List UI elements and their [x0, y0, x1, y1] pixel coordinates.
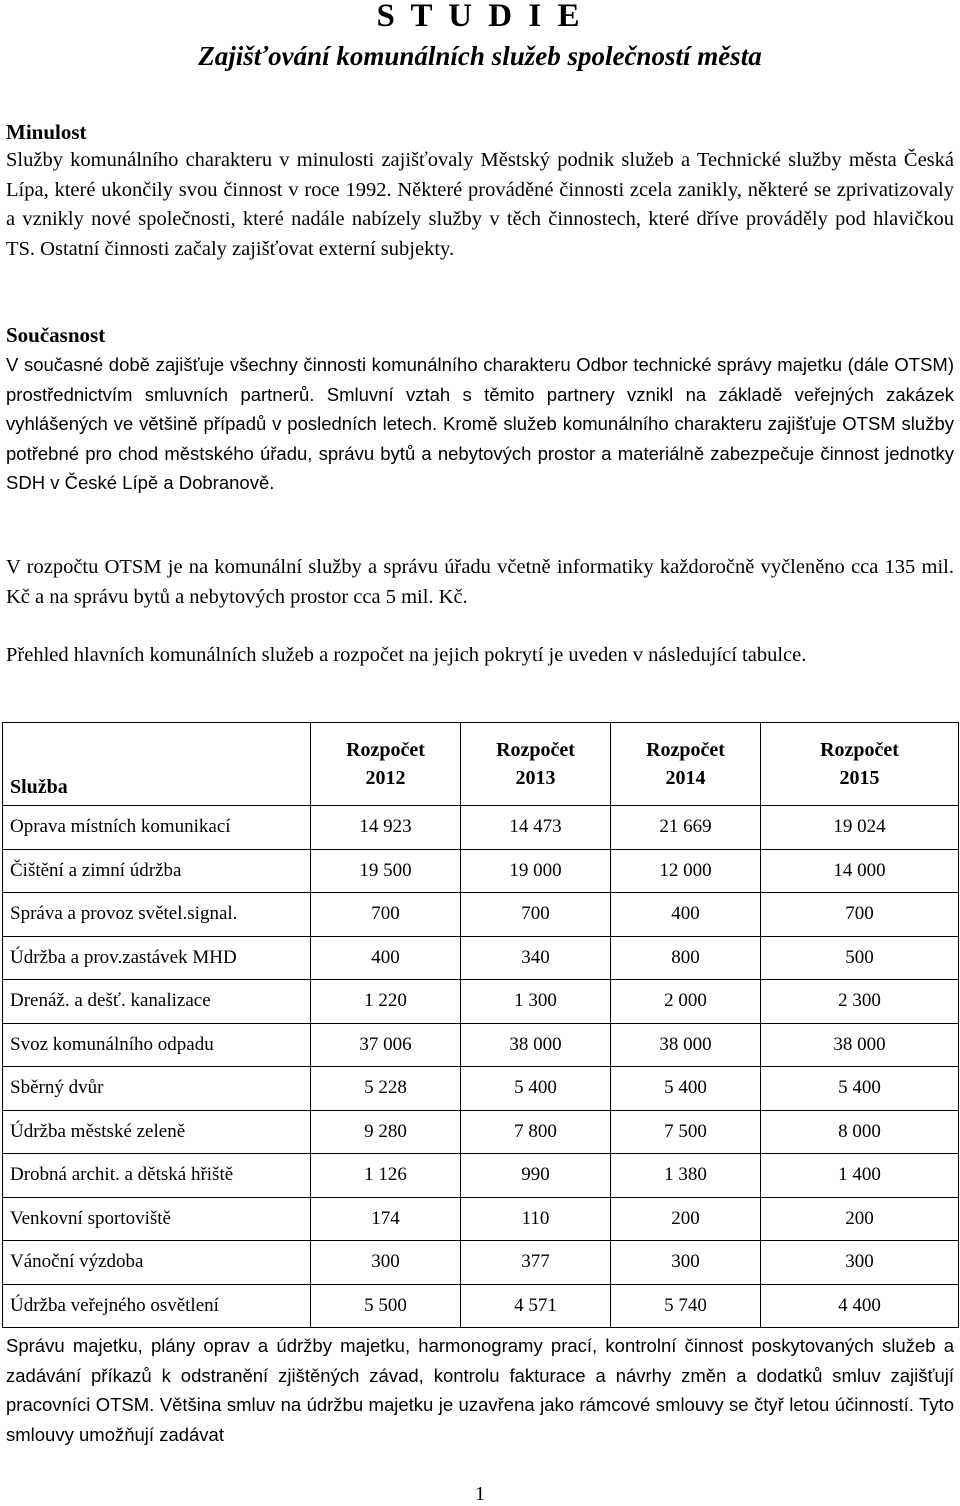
service-name-cell: Správa a provoz světel.signal. [3, 893, 311, 937]
table-row [3, 1110, 959, 1154]
budget-value-cell: 110 [461, 1197, 611, 1241]
table-row [3, 936, 959, 980]
budget-value-cell: 990 [461, 1154, 611, 1198]
section-heading-past: Minulost [6, 120, 87, 144]
section-heading-present: Současnost [6, 323, 106, 347]
budget-value-cell: 1 400 [761, 1154, 959, 1198]
budget-value-cell: 340 [461, 936, 611, 980]
budget-value-cell: 38 000 [611, 1023, 761, 1067]
service-name-cell: Venkovní sportoviště [3, 1197, 311, 1241]
table-row [3, 1284, 959, 1328]
budget-value-cell: 5 500 [311, 1284, 461, 1328]
header-service: Služba [3, 723, 311, 806]
budget-value-cell: 5 400 [761, 1067, 959, 1111]
budget-value-cell: 400 [611, 893, 761, 937]
budget-value-cell: 1 126 [311, 1154, 461, 1198]
budget-value-cell: 174 [311, 1197, 461, 1241]
budget-value-cell: 8 000 [761, 1110, 959, 1154]
service-name-cell: Oprava místních komunikací [3, 806, 311, 850]
budget-value-cell: 2 000 [611, 980, 761, 1024]
budget-value-cell: 7 500 [611, 1110, 761, 1154]
budget-value-cell: 400 [311, 936, 461, 980]
budget-value-cell: 700 [311, 893, 461, 937]
paragraph-overview: Přehled hlavních komunálních služeb a rozpočet na jejich pokrytí je uveden v následující tabulce. [6, 644, 807, 666]
budget-table [2, 722, 959, 1328]
service-name-cell: Svoz komunálního odpadu [3, 1023, 311, 1067]
budget-value-cell: 9 280 [311, 1110, 461, 1154]
budget-value-cell: 800 [611, 936, 761, 980]
budget-value-cell: 1 300 [461, 980, 611, 1024]
budget-value-cell: 300 [611, 1241, 761, 1285]
budget-value-cell: 19 000 [461, 849, 611, 893]
paragraph-closing: Správu majetku, plány oprav a údržby majetku, harmonogramy prací, kontrolní činnost poskytovaných služeb a zadávání příkazů k odstranění zjištěných závad, kontrolu fakturace a návrhy změn a dodatků smluv zajišťují pracovníci OTSM. Většina smluv na údržbu majetku je uzavřena jako rámcové smlouvy se čtyř letou účinností. Tyto smlouvy umožňují zadávat [6, 1335, 954, 1445]
service-name-cell: Údržba veřejného osvětlení [3, 1284, 311, 1328]
table-header-row [3, 723, 959, 806]
service-name-cell: Sběrný dvůr [3, 1067, 311, 1111]
service-name-cell: Údržba městské zeleně [3, 1110, 311, 1154]
budget-value-cell: 14 923 [311, 806, 461, 850]
table-row [3, 1241, 959, 1285]
service-name-cell: Vánoční výzdoba [3, 1241, 311, 1285]
budget-value-cell: 5 740 [611, 1284, 761, 1328]
table-row [3, 806, 959, 850]
budget-value-cell: 4 571 [461, 1284, 611, 1328]
budget-value-cell: 14 473 [461, 806, 611, 850]
page-number: 1 [475, 1483, 485, 1505]
table-row [3, 849, 959, 893]
table-row [3, 1197, 959, 1241]
budget-value-cell: 1 220 [311, 980, 461, 1024]
budget-value-cell: 500 [761, 936, 959, 980]
paragraph-budget: V rozpočtu OTSM je na komunální služby a správu úřadu včetně informatiky každoročně vyčleněno cca 135 mil. Kč a na správu bytů a nebytových prostor cca 5 mil. Kč. [6, 556, 954, 608]
budget-value-cell: 19 500 [311, 849, 461, 893]
service-name-cell: Drenáž. a dešť. kanalizace [3, 980, 311, 1024]
table-row [3, 1154, 959, 1198]
budget-value-cell: 300 [311, 1241, 461, 1285]
budget-value-cell: 38 000 [761, 1023, 959, 1067]
budget-value-cell: 5 400 [611, 1067, 761, 1111]
table-row [3, 980, 959, 1024]
header-budget-2014: Rozpočet 2014 [611, 723, 761, 806]
service-name-cell: Údržba a prov.zastávek MHD [3, 936, 311, 980]
document-title: S T U D I E [376, 0, 584, 34]
budget-value-cell: 5 228 [311, 1067, 461, 1111]
budget-value-cell: 700 [761, 893, 959, 937]
budget-value-cell: 38 000 [461, 1023, 611, 1067]
budget-value-cell: 2 300 [761, 980, 959, 1024]
budget-value-cell: 300 [761, 1241, 959, 1285]
header-budget-2015: Rozpočet 2015 [761, 723, 959, 806]
budget-value-cell: 1 380 [611, 1154, 761, 1198]
budget-value-cell: 5 400 [461, 1067, 611, 1111]
table-row [3, 893, 959, 937]
paragraph-present: V současné době zajišťuje všechny činnosti komunálního charakteru Odbor technické správy majetku (dále OTSM) prostřednictvím smluvních partnerů. Smluvní vztah s těmito partnery vznikl na základě veřejných zakázek vyhlášených ve většině případů v posledních letech. Kromě služeb komunálního charakteru zajišťuje OTSM služby potřebné pro chod městského úřadu, správu bytů a nebytových prostor a materiálně zabezpečuje činnost jednotky SDH v České Lípě a Dobranově. [6, 354, 954, 493]
budget-value-cell: 21 669 [611, 806, 761, 850]
budget-value-cell: 377 [461, 1241, 611, 1285]
table-row [3, 1023, 959, 1067]
service-name-cell: Čištění a zimní údržba [3, 849, 311, 893]
budget-value-cell: 19 024 [761, 806, 959, 850]
header-budget-2013: Rozpočet 2013 [461, 723, 611, 806]
budget-value-cell: 14 000 [761, 849, 959, 893]
budget-value-cell: 4 400 [761, 1284, 959, 1328]
budget-value-cell: 37 006 [311, 1023, 461, 1067]
budget-value-cell: 12 000 [611, 849, 761, 893]
budget-value-cell: 200 [611, 1197, 761, 1241]
budget-value-cell: 700 [461, 893, 611, 937]
budget-value-cell: 7 800 [461, 1110, 611, 1154]
paragraph-past: Služby komunálního charakteru v minulosti zajišťovaly Městský podnik služeb a Technické služby města Česká Lípa, které ukončily svou činnost v roce 1992. Některé prováděné činnosti zcela zanikly, některé se zprivatizovaly a vznikly nové společnosti, které nadále nabízely služby v těch činnostech, které dříve prováděly pod hlavičkou TS. Ostatní činnosti začaly zajišťovat externí subjekty. [6, 149, 954, 260]
service-name-cell: Drobná archit. a dětská hřiště [3, 1154, 311, 1198]
header-budget-2012: Rozpočet 2012 [311, 723, 461, 806]
budget-value-cell: 200 [761, 1197, 959, 1241]
table-row [3, 1067, 959, 1111]
document-subtitle: Zajišťování komunálních služeb společností města [198, 41, 762, 71]
